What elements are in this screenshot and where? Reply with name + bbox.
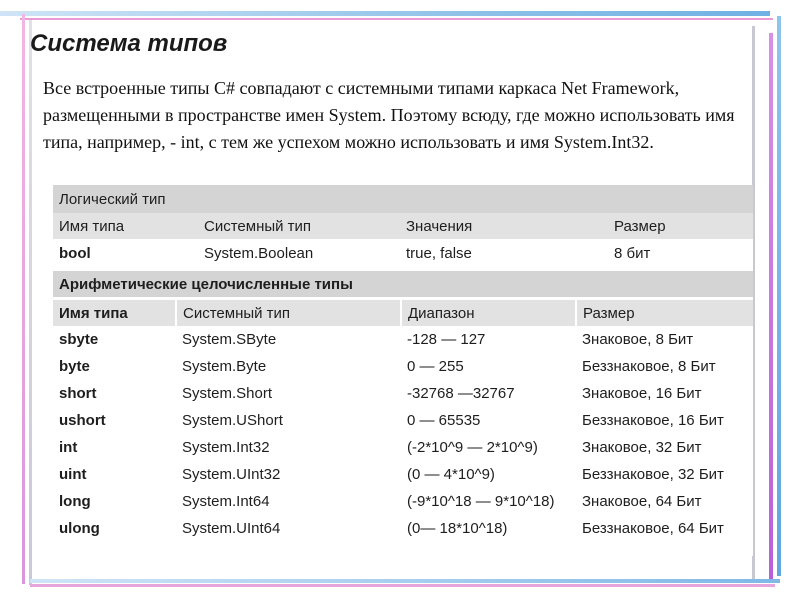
- table-row: [53, 434, 753, 461]
- system-type-cell: System.Boolean: [198, 240, 400, 268]
- decorative-bar-right-pink: [769, 33, 773, 583]
- table-row: [53, 461, 753, 488]
- system-type-cell: System.UInt64: [182, 520, 281, 537]
- column-header: Имя типа: [53, 300, 176, 326]
- decorative-bar-top-pink: [20, 18, 773, 20]
- size-cell: Знаковое, 8 Бит: [582, 331, 694, 348]
- column-header: Системный тип: [176, 300, 401, 326]
- type-name-cell: ulong: [59, 520, 100, 537]
- integer-types-table: [53, 271, 753, 556]
- type-name-cell: ushort: [59, 412, 106, 429]
- size-cell: 8 бит: [608, 240, 753, 268]
- range-cell: (0— 18*10^18): [407, 520, 508, 537]
- size-cell: Беззнаковое, 16 Бит: [582, 412, 724, 429]
- column-header: Размер: [576, 300, 753, 326]
- column-header: Имя типа: [53, 213, 198, 240]
- decorative-bar-left-pink: [22, 14, 25, 584]
- column-header: Размер: [608, 213, 753, 240]
- type-name-cell: byte: [59, 358, 90, 375]
- table-row: [53, 353, 753, 380]
- range-cell: (0 — 4*10^9): [407, 466, 495, 483]
- table-row: [53, 515, 753, 542]
- size-cell: Беззнаковое, 32 Бит: [582, 466, 724, 483]
- type-name-cell: uint: [59, 466, 87, 483]
- table-row: [53, 380, 753, 407]
- range-cell: 0 — 255: [407, 358, 464, 375]
- size-cell: Знаковое, 64 Бит: [582, 493, 702, 510]
- system-type-cell: System.Int32: [182, 439, 270, 456]
- range-cell: -32768 —32767: [407, 385, 515, 402]
- type-name-cell: long: [59, 493, 91, 510]
- logical-type-table: [53, 185, 753, 268]
- intro-paragraph: Все встроенные типы C# совпадают с системными типами каркаса Net Framework, размещенными в пространстве имен System. Поэтому всюду, где можно использовать имя типа, например, - int, с тем же успехом можно использовать и имя System.Int32.: [43, 78, 735, 152]
- size-cell: Знаковое, 16 Бит: [582, 385, 702, 402]
- logical-section-title: Логический тип: [53, 185, 753, 213]
- range-cell: -128 — 127: [407, 331, 486, 348]
- decorative-bar-top-blue: [0, 11, 770, 16]
- values-cell: true, false: [400, 240, 608, 268]
- size-cell: Беззнаковое, 64 Бит: [582, 520, 724, 537]
- system-type-cell: System.UShort: [182, 412, 283, 429]
- range-cell: 0 — 65535: [407, 412, 481, 429]
- table-row: [53, 488, 753, 515]
- table-row: [53, 407, 753, 434]
- type-name-cell: int: [59, 439, 78, 456]
- decorative-bar-right-blue: [777, 16, 781, 576]
- decorative-bar-bottom-blue: [30, 579, 780, 583]
- slide-title: Система типов: [30, 30, 228, 57]
- system-type-cell: System.SByte: [182, 331, 277, 348]
- system-type-cell: System.Byte: [182, 358, 267, 375]
- table-row: [53, 240, 753, 268]
- type-name-cell: short: [59, 385, 97, 402]
- system-type-cell: System.Short: [182, 385, 273, 402]
- column-header: Системный тип: [198, 213, 400, 240]
- system-type-cell: System.Int64: [182, 493, 270, 510]
- type-name-cell: bool: [53, 240, 198, 268]
- range-cell: (-2*10^9 — 2*10^9): [407, 439, 538, 456]
- types-table-container: [53, 185, 753, 556]
- system-type-cell: System.UInt32: [182, 466, 281, 483]
- column-header: Диапазон: [401, 300, 576, 326]
- integer-section-row: [53, 271, 753, 297]
- integer-header-row: [53, 300, 753, 326]
- logical-section-row: [53, 185, 753, 213]
- column-header: Значения: [400, 213, 608, 240]
- size-cell: Беззнаковое, 8 Бит: [582, 358, 716, 375]
- decorative-bar-bottom-pink: [30, 584, 775, 587]
- type-name-cell: sbyte: [59, 331, 99, 348]
- logical-header-row: [53, 213, 753, 240]
- range-cell: (-9*10^18 — 9*10^18): [407, 493, 555, 510]
- integer-section-title: Арифметические целочисленные типы: [53, 271, 753, 297]
- decorative-bar-left-grey: [29, 20, 32, 585]
- table-row: [53, 326, 753, 353]
- size-cell: Знаковое, 32 Бит: [582, 439, 702, 456]
